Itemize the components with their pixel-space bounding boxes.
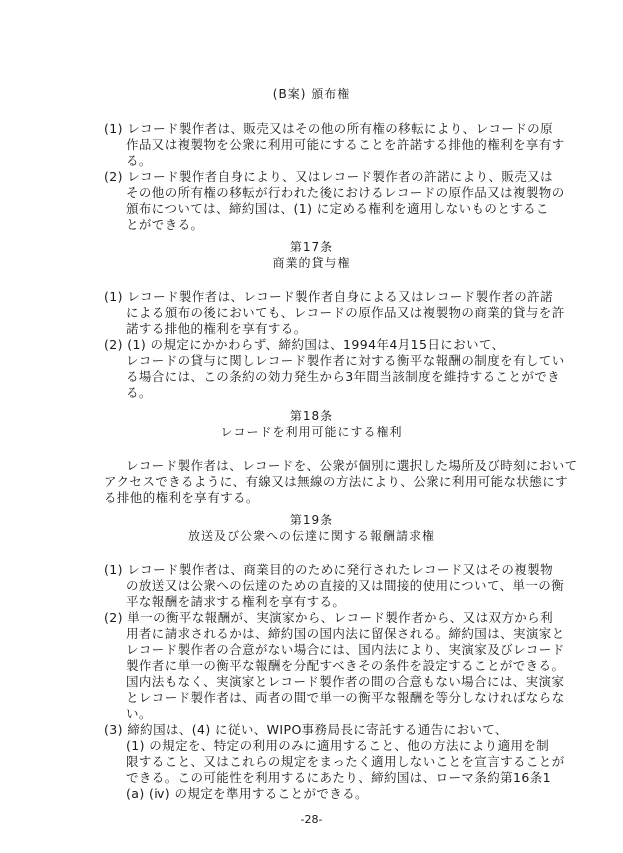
text-line: (1) の規定を、特定の利用のみに適用すること、他の方法により適用を制 — [126, 738, 550, 753]
text-line: 平な報酬を請求する権利を享有する。 — [126, 594, 346, 609]
text-line: その他の所有権の移転が行われた後におけるレコードの原作品又は複製物の — [126, 185, 565, 200]
text-line: (1) レコード製作者は、商業目的のために発行されたレコード又はその複製物 — [104, 562, 553, 577]
text-line: 国内法もなく、実演家とレコード製作者の間の合意もない場合には、実演家 — [126, 674, 565, 689]
text-line: (2) 単一の衡平な報酬が、実演家から、レコード製作者から、又は双方から利 — [104, 610, 553, 625]
text-line: レコードの貸与に関しレコード製作者に対する衡平な報酬の制度を有してい — [126, 353, 565, 368]
text-line: アクセスできるように、有線又は無線の方法により、公衆に利用可能な状態にす — [104, 474, 569, 489]
section-heading-b-plan: (B案) 頒布権 — [272, 87, 351, 101]
text-line: とレコード製作者は、両者の間で単一の衡平な報酬を等分しなければならな — [126, 690, 565, 705]
text-line: 限すること、又はこれらの規定をまったく適用しないことを宣言することが — [126, 754, 565, 769]
text-line: レコード製作者は、レコードを、公衆が個別に選択した場所及び時刻において — [126, 458, 578, 473]
article-title: レコードを利用可能にする権利 — [220, 425, 403, 439]
text-line: る排他的権利を享有する。 — [104, 490, 259, 505]
article-number: 第17条 — [289, 240, 334, 254]
text-line: (1) レコード製作者は、レコード製作者自身による又はレコード製作者の許諾 — [104, 289, 553, 304]
text-line: レコード製作者の合意がない場合には、国内法により、実演家及びレコード — [126, 642, 565, 657]
text-line: (2) レコード製作者自身により、又はレコード製作者の許諾により、販売又は — [104, 169, 553, 184]
text-line: とができる。 — [126, 217, 204, 232]
article-title: 放送及び公衆への伝達に関する報酬請求権 — [187, 529, 435, 543]
text-line: る。 — [126, 153, 152, 168]
page-number: -28- — [300, 813, 323, 826]
text-line: る場合には、この条約の効力発生から3年間当該制度を維持することができ — [126, 369, 561, 384]
text-line: 作品又は複製物を公衆に利用可能にすることを許諾する排他的権利を享有す — [126, 137, 565, 152]
text-line: できる。この可能性を利用するにあたり、締約国は、ローマ条約第16条1 — [126, 770, 551, 785]
text-line: の放送又は公衆への伝達のための直接的又は間接的使用について、単一の衡 — [126, 578, 565, 593]
article-title: 商業的貸与権 — [272, 256, 351, 270]
text-line: (3) 締約国は、(4) に従い、WIPO事務局長に寄託する通告において、 — [104, 722, 508, 737]
text-line: 頒布については、締約国は、(1) に定める権利を適用しないものとするこ — [126, 201, 549, 216]
article-number: 第18条 — [289, 409, 334, 423]
text-line: 用者に請求されるかは、締約国の国内法に留保される。締約国は、実演家と — [126, 626, 565, 641]
text-line: (1) レコード製作者は、販売又はその他の所有権の移転により、レコードの原 — [104, 121, 553, 136]
text-line: (a) (ⅳ) の規定を準用することができる。 — [126, 786, 368, 801]
text-line: 諾する排他的権利を享有する。 — [126, 321, 307, 336]
text-line: 製作者に単一の衡平な報酬を分配すべきその条件を設定することができる。 — [126, 658, 565, 673]
text-line: (2) (1) の規定にかかわらず、締約国は、1994年4月15日において、 — [104, 337, 505, 352]
text-line: い。 — [126, 706, 152, 721]
article-number: 第19条 — [289, 513, 334, 527]
text-line: る。 — [126, 385, 152, 400]
text-line: による頒布の後においても、レコードの原作品又は複製物の商業的貸与を許 — [126, 305, 565, 320]
